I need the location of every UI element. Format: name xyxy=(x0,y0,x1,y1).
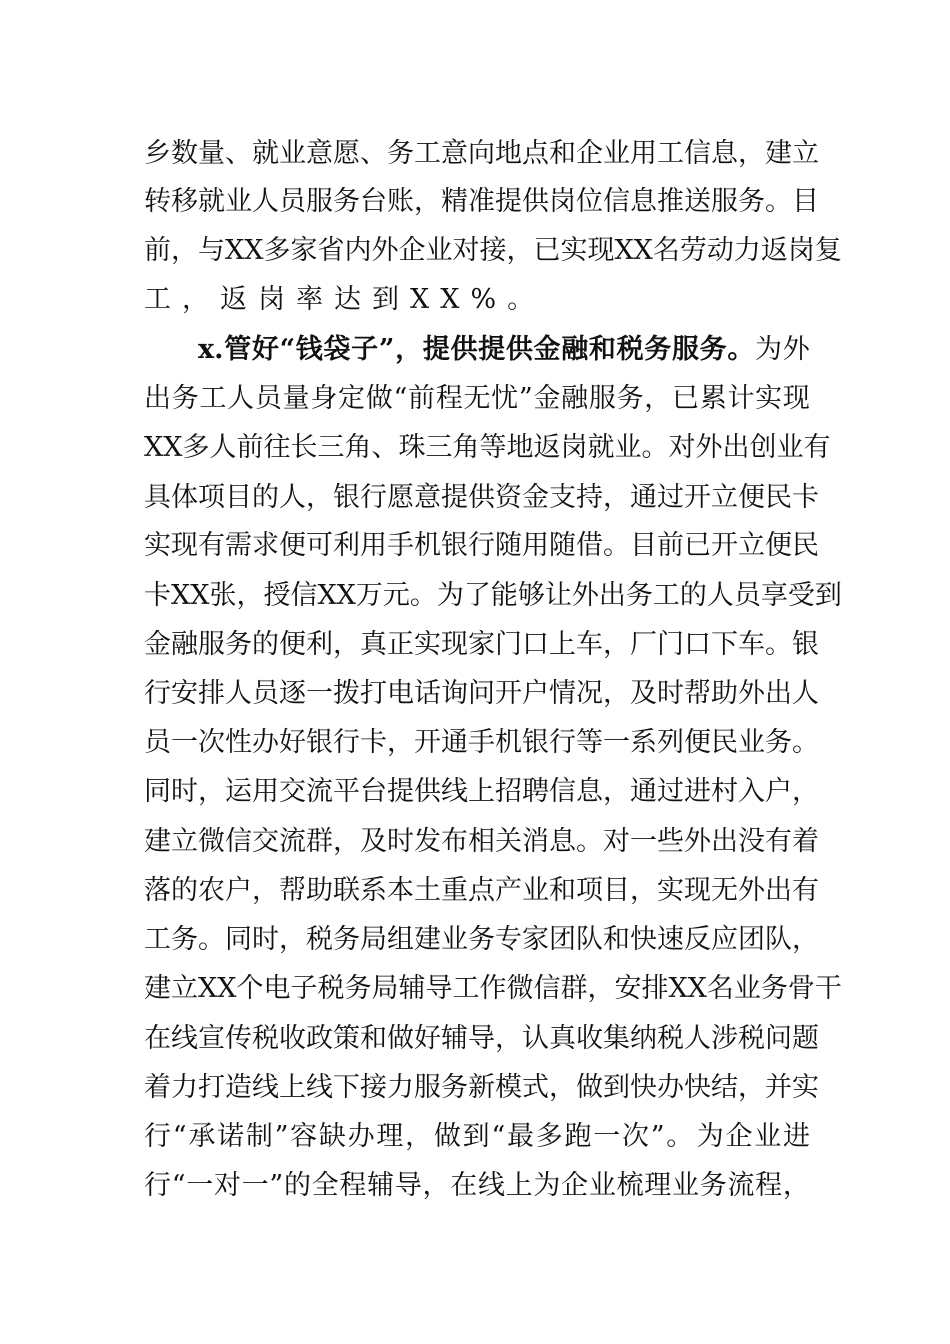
text-line: 着 力 打 造 线 上 线 下 接 力 服 务 新 模 式 ， 做 到 快 办 快 结 ， 并 实 xyxy=(144,1072,819,1103)
text-line: XX 多 人 前 往 长 三 角 、 珠 三 角 等 地 返 岗 就 业 。 对 外 出 创 业 有 xyxy=(144,432,831,463)
text-line: 行 安 排 人 员 逐 一 拨 打 电 话 询 问 开 户 情 况 ， 及 时 帮 助 外 出 人 xyxy=(144,678,819,709)
text-line: 同 时 ， 运 用 交 流 平 台 提 供 线 上 招 聘 信 息 ， 通 过 进 村 入 户 ， xyxy=(144,776,819,807)
text-line: 转 移 就 业 人 员 服 务 台 账 ， 精 准 提 供 岗 位 信 息 推 送 服 务 。 目 xyxy=(144,186,819,217)
text-line: 落 的 农 户 ， 帮 助 联 系 本 土 重 点 产 业 和 项 目 ， 实 现 无 外 出 有 xyxy=(144,875,819,906)
text-line: 行 “ 承 诺 制 ” 容 缺 办 理 ， 做 到 “ 最 多 跑 一 次 ” 。 为 企 业 进 xyxy=(144,1121,810,1152)
text-line: 乡 数 量 、 就 业 意 愿 、 务 工 意 向 地 点 和 企 业 用 工 信 息 ， 建 立 xyxy=(144,138,819,169)
text-line: 卡 XX 张 ， 授 信 XX 万 元 。 为 了 能 够 让 外 出 务 工 的 人 员 享 受 到 xyxy=(144,580,842,611)
text-line: 行 “ 一 对 一 ” 的 全 程 辅 导 ， 在 线 上 为 企 业 梳 理 业 务 流 程 ， xyxy=(144,1170,810,1201)
text-line: 员 一 次 性 办 好 银 行 卡 ， 开 通 手 机 银 行 等 一 系 列 便 民 业 务 。 xyxy=(144,727,819,758)
text-line: 金 融 服 务 的 便 利 ， 真 正 实 现 家 门 口 上 车 ， 厂 门 口 下 车 。 银 xyxy=(144,629,819,660)
text-line: 具 体 项 目 的 人 ， 银 行 愿 意 提 供 资 金 支 持 ， 通 过 开 立 便 民 卡 xyxy=(144,482,819,513)
text-line: 实 现 有 需 求 便 可 利 用 手 机 银 行 随 用 随 借 。 目 前 已 开 立 便 民 xyxy=(144,530,819,561)
text-line: 出 务 工 人 员 量 身 定 做 “ 前 程 无 忧 ” 金 融 服 务 ， 已 累 计 实 现 xyxy=(144,383,810,414)
text-line: 工 ， 返 岗 率 达 到 XX% 。 xyxy=(144,284,546,315)
text-line: 前 ， 与 XX 多 家 省 内 外 企 业 对 接 ， 已 实 现 XX 名 劳 动 力 返 岗 复 xyxy=(144,235,842,266)
text-line: 在 线 宣 传 税 收 政 策 和 做 好 辅 导 ， 认 真 收 集 纳 税 人 涉 税 问 题 xyxy=(144,1023,819,1054)
text-line: 建 立 XX 个 电 子 税 务 局 辅 导 工 作 微 信 群 ， 安 排 XX 名 业 务 骨 干 xyxy=(144,973,842,1004)
text-line: 工 务 。 同 时 ， 税 务 局 组 建 业 务 专 家 团 队 和 快 速 反 应 团 队 ， xyxy=(144,924,819,955)
text-line: x. 管 好 “ 钱 袋 子 ” ， 提 供 提 供 金 融 和 税 务 服 务 。 为 外 xyxy=(198,334,810,365)
text-line: 建 立 微 信 交 流 群 ， 及 时 发 布 相 关 消 息 。 对 一 些 外 出 没 有 着 xyxy=(144,826,819,857)
